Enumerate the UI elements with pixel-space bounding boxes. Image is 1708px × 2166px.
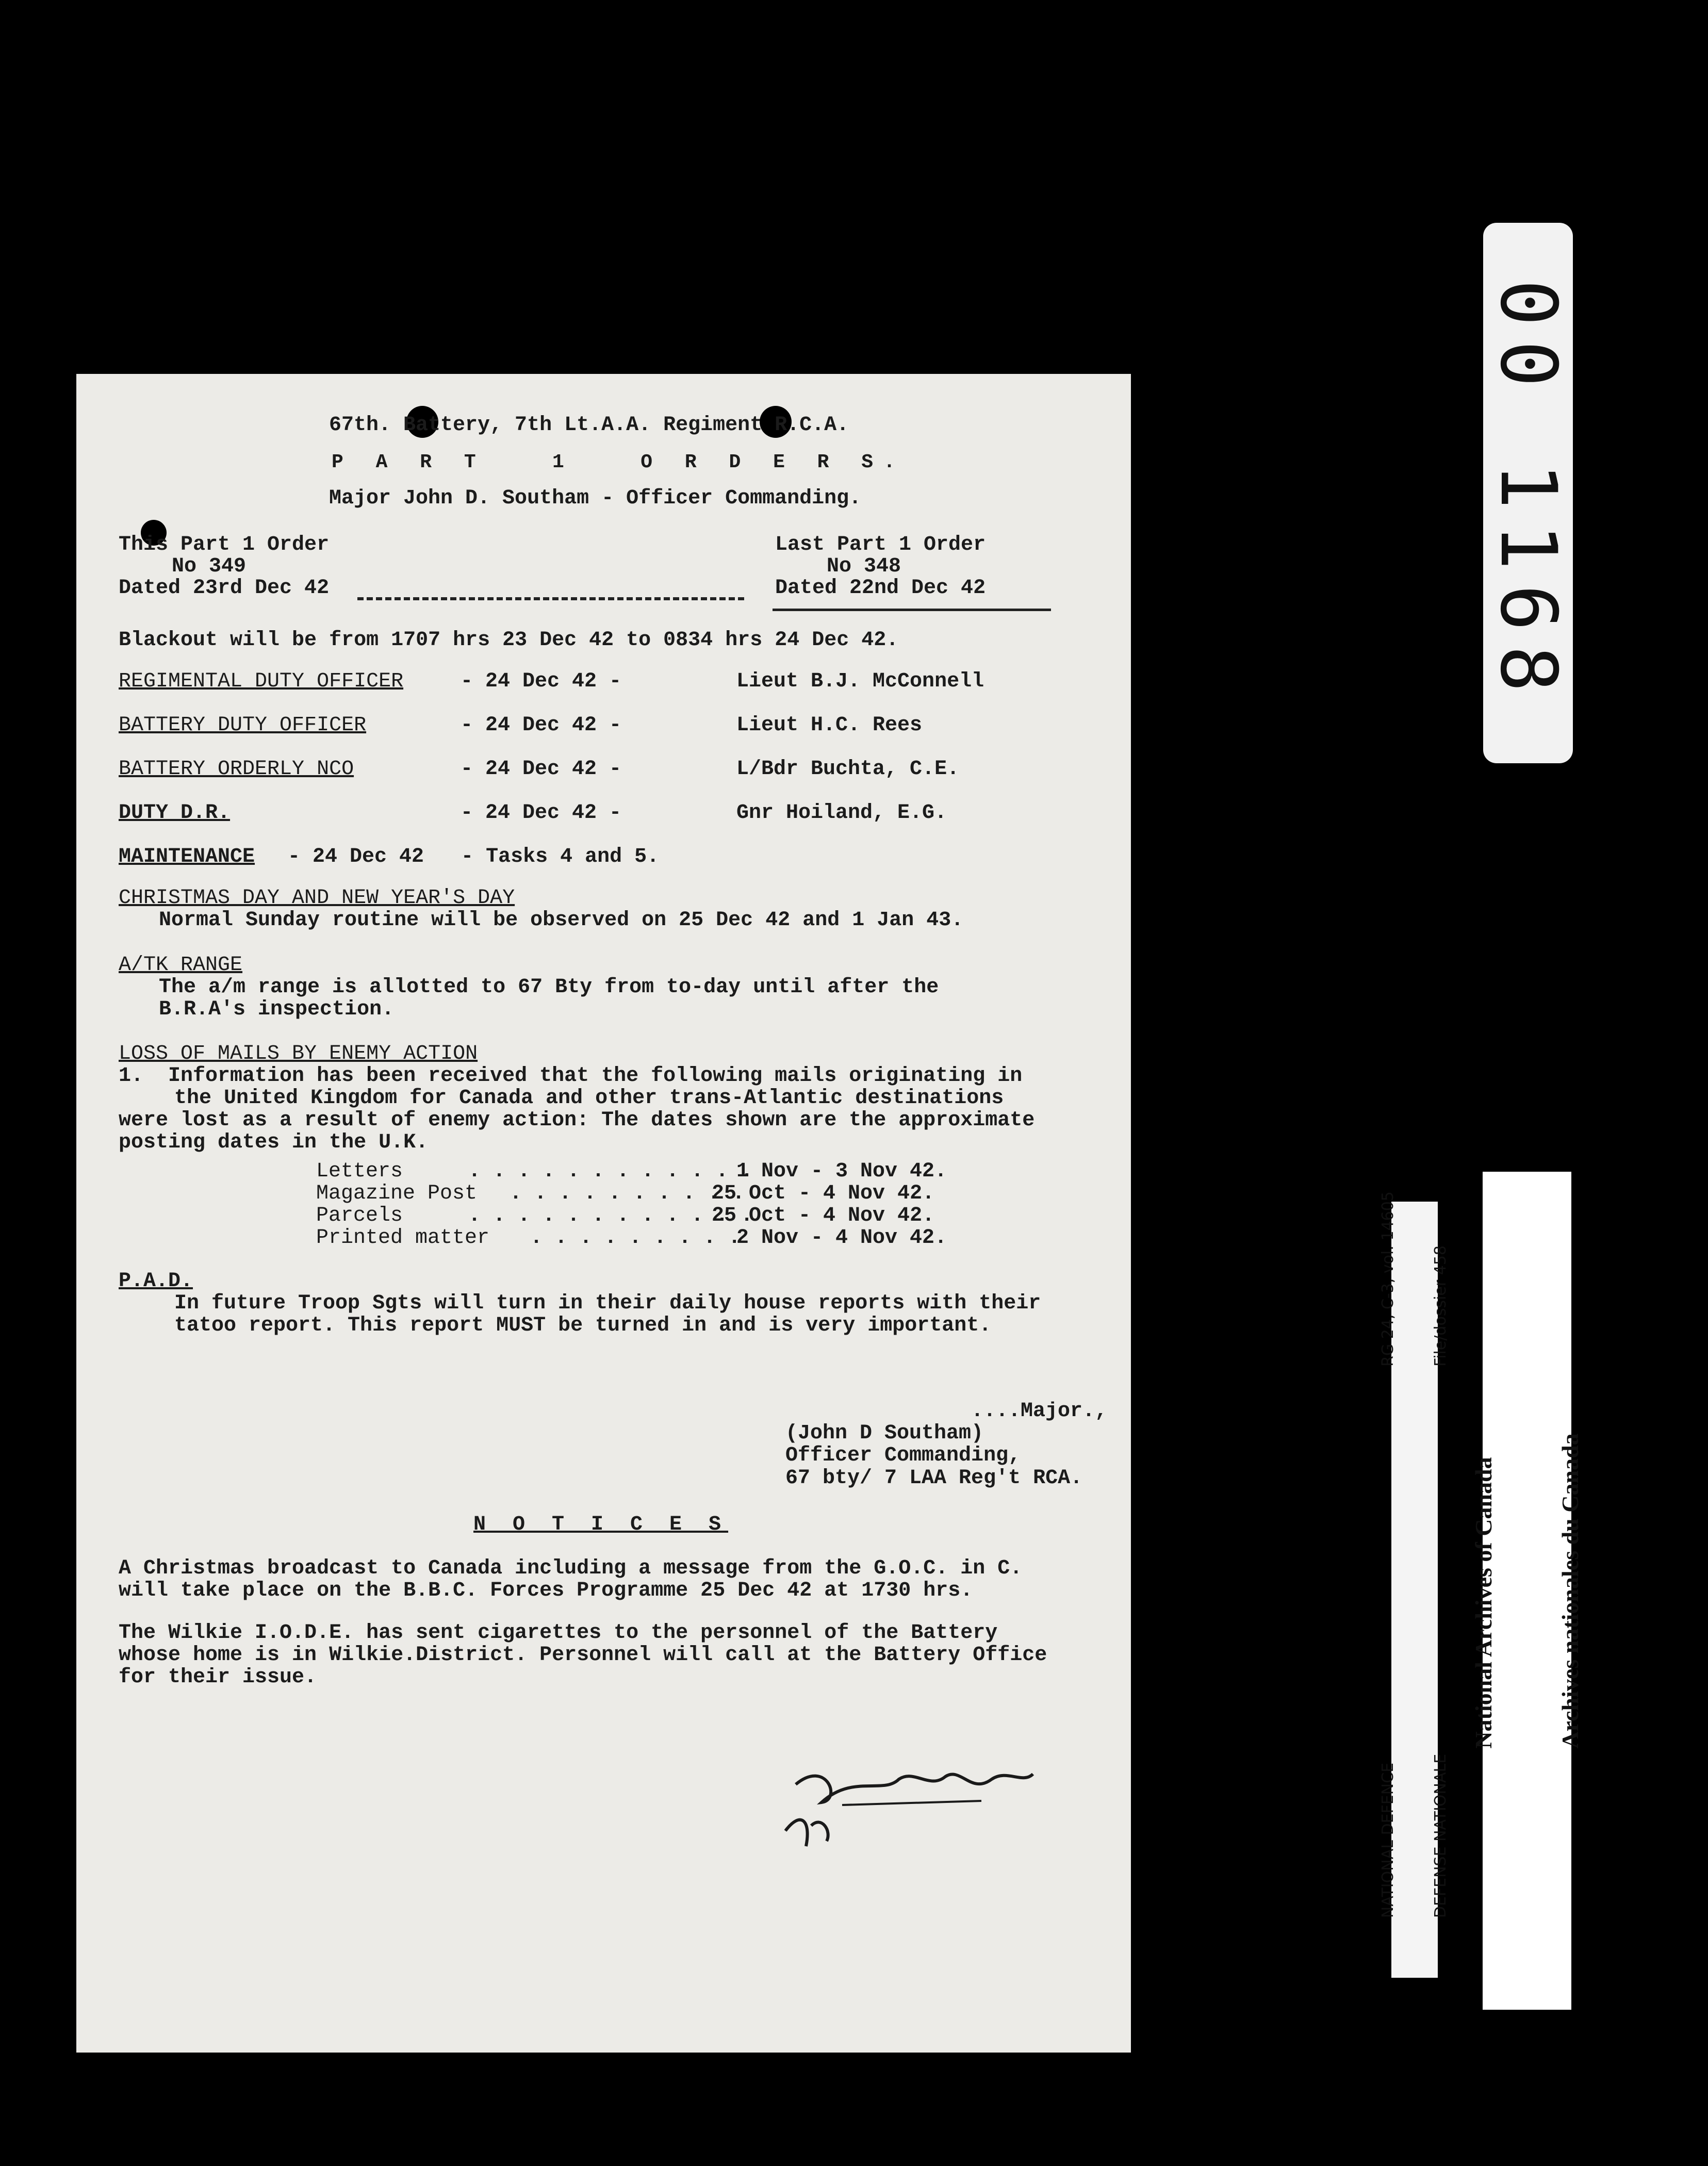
order-separator: [357, 597, 744, 600]
mails-text-1: 1. Information has been received that the following mails originating in: [119, 1064, 1023, 1088]
mails-text-4: posting dates in the U.K.: [119, 1131, 429, 1154]
notice-2-line-3: for their issue.: [119, 1666, 317, 1689]
notice-1-line-2: will take place on the B.B.C. Forces Programme 25 Dec 42 at 1730 hrs.: [119, 1579, 973, 1602]
this-order-label: This Part 1 Order: [119, 533, 330, 556]
last-order-number: No 348: [827, 555, 901, 578]
pad-text-2: tatoo report. This report MUST be turned in and is very important.: [174, 1314, 992, 1337]
atk-text-2: B.R.A's inspection.: [159, 998, 395, 1021]
duty-name: Gnr Hoiland, E.G.: [736, 801, 947, 825]
signature-name: (John D Southam): [785, 1422, 984, 1445]
duty-date: - 24 Dec 42 -: [461, 801, 622, 825]
unit-title: 67th. Battery, 7th Lt.A.A. Regiment R.C.A.: [329, 414, 849, 437]
mails-heading: LOSS OF MAILS BY ENEMY ACTION: [119, 1042, 478, 1065]
dept-line-2: DEFENSE NATIONALE: [1432, 1753, 1450, 1918]
mail-type: Parcels: [316, 1204, 403, 1227]
mail-dots: . . . . . . . . . . . .: [468, 1160, 753, 1183]
reference-line-1: RG 24, C-3, vol. 14605: [1379, 1191, 1397, 1367]
institution-line-1: National Archives of Canada: [1470, 1456, 1497, 1749]
document-page: [76, 374, 1131, 2053]
duty-name: L/Bdr Buchta, C.E.: [736, 758, 960, 781]
mail-type: Printed matter: [316, 1226, 490, 1250]
dept-text: [1344, 1754, 1485, 1918]
duty-date: - 24 Dec 42 -: [461, 758, 622, 781]
maintenance-text: - 24 Dec 42 - Tasks 4 and 5.: [288, 845, 660, 868]
maintenance-label: MAINTENANCE: [119, 845, 255, 868]
signature-unit: 67 bty/ 7 LAA Reg't RCA.: [785, 1467, 1083, 1490]
signature-rank: ....Major.,: [971, 1400, 1108, 1423]
mail-dots: . . . . . . . . .: [530, 1226, 741, 1250]
frame-number: 00 1168: [1483, 279, 1573, 707]
this-order-date: Dated 23rd Dec 42: [119, 577, 330, 600]
duty-role: BATTERY ORDERLY NCO: [119, 758, 354, 781]
dept-line-1: NATIONAL DEFENCE: [1379, 1762, 1397, 1918]
mail-dots: . . . . . . . . . . . .: [468, 1204, 753, 1227]
notices-heading: N O T I C E S: [473, 1513, 729, 1536]
christmas-text: Normal Sunday routine will be observed on 25 Dec 42 and 1 Jan 43.: [159, 909, 964, 932]
signature-title: Officer Commanding,: [785, 1444, 1021, 1467]
notice-2-line-2: whose home is in Wilkie.District. Personnel will call at the Battery Office: [119, 1644, 1047, 1667]
duty-date: - 24 Dec 42 -: [461, 714, 622, 737]
mails-text-2: the United Kingdom for Canada and other trans-Atlantic destinations: [174, 1087, 1004, 1110]
mails-text-3: were lost as a result of enemy action: The dates shown are the approximate: [119, 1109, 1035, 1132]
frame-number-label: [1483, 223, 1573, 763]
atk-heading: A/TK RANGE: [119, 954, 243, 977]
blackout-line: Blackout will be from 1707 hrs 23 Dec 42 to 0834 hrs 24 Dec 42.: [119, 629, 899, 652]
duty-name: Lieut H.C. Rees: [736, 714, 923, 737]
institution-text: [1411, 1433, 1643, 1748]
pad-heading: P.A.D.: [119, 1270, 193, 1293]
mail-type: Magazine Post: [316, 1182, 478, 1205]
reference-line-2: File/dossier 458: [1432, 1245, 1450, 1367]
mail-dots: . . . . . . . . . .: [510, 1182, 745, 1205]
mail-dates: 25 Oct - 4 Nov 42.: [712, 1204, 935, 1227]
institution-label: [1470, 1172, 1583, 2010]
commanding-officer-line: Major John D. Southam - Officer Commanding.: [329, 487, 862, 510]
last-order-date: Dated 22nd Dec 42: [775, 577, 986, 600]
order-rule: [773, 609, 1051, 611]
atk-text-1: The a/m range is allotted to 67 Bty from to-day until after the: [159, 976, 939, 999]
mail-dates: 1 Nov - 3 Nov 42.: [736, 1160, 947, 1183]
notice-2-line-1: The Wilkie I.O.D.E. has sent cigarettes to the personnel of the Battery: [119, 1621, 998, 1645]
duty-role: DUTY D.R.: [119, 801, 231, 825]
mail-dates: 25 Oct - 4 Nov 42.: [712, 1182, 935, 1205]
handwritten-signature: [765, 1753, 1085, 1862]
mail-dates: 2 Nov - 4 Nov 42.: [736, 1226, 947, 1250]
reference-text: [1344, 1191, 1485, 1367]
last-order-label: Last Part 1 Order: [775, 533, 986, 556]
duty-role: REGIMENTAL DUTY OFFICER: [119, 670, 404, 693]
duty-name: Lieut B.J. McConnell: [736, 670, 984, 693]
pad-text-1: In future Troop Sgts will turn in their daily house reports with their: [174, 1292, 1041, 1315]
institution-line-2: Archives nationales du Canada: [1557, 1433, 1583, 1749]
christmas-heading: CHRISTMAS DAY AND NEW YEAR'S DAY: [119, 887, 515, 910]
mail-type: Letters: [316, 1160, 403, 1183]
duty-date: - 24 Dec 42 -: [461, 670, 622, 693]
notice-1-line-1: A Christmas broadcast to Canada including a message from the G.O.C. in C.: [119, 1557, 1023, 1580]
this-order-number: No 349: [172, 555, 247, 578]
orders-title: P A R T 1 O R D E R S.: [332, 451, 906, 473]
duty-role: BATTERY DUTY OFFICER: [119, 714, 367, 737]
